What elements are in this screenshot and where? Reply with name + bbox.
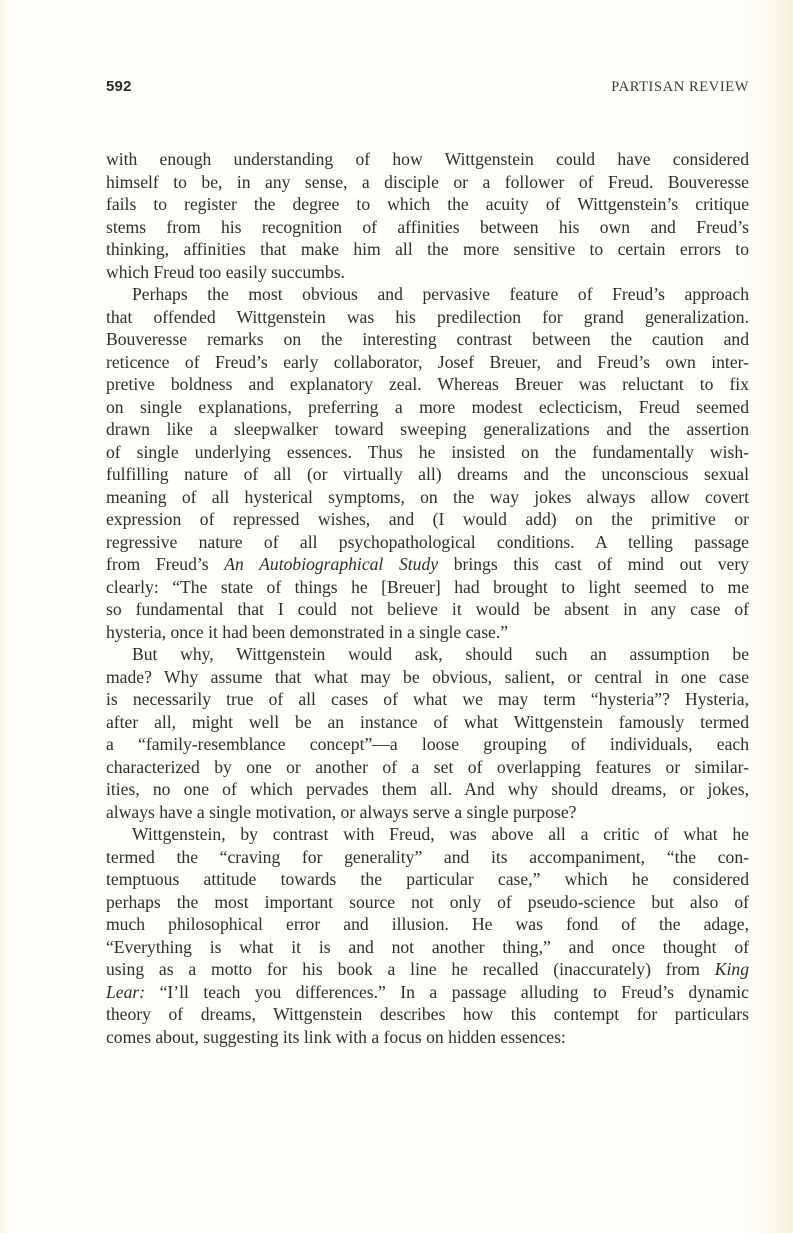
text-line: fails to register the degree to which the acuity of Wittgenstein’s critique (106, 194, 749, 214)
text-line: expression of repressed wishes, and (I would add) on the primitive or (106, 509, 749, 529)
text-fragment: using as a motto for his book a line he recalled (inaccurately) from (106, 959, 715, 979)
text-line: so fundamental that I could not believe it would be absent in any case of (106, 599, 749, 619)
text-line: ities, no one of which pervades them all. And why should dreams, or jokes, (106, 779, 749, 799)
text-line: Bouveresse remarks on the interesting contrast between the caution and (106, 329, 749, 349)
paragraph (106, 823, 749, 1048)
text-line: drawn like a sleepwalker toward sweeping generalizations and the assertion (106, 419, 749, 439)
text-line: comes about, suggesting its link with a focus on hidden essences: (106, 1026, 566, 1047)
text-line-with-title (106, 981, 749, 1004)
text-line-with-title (106, 958, 749, 981)
text-line: stems from his recognition of affinities between his own and Freud’s (106, 216, 749, 237)
text-line: is necessarily true of all cases of what we may term “hysteria”? Hysteria, (106, 689, 749, 709)
text-line: made? Why assume that what may be obvious, salient, or central in one case (106, 666, 749, 687)
text-line: regressive nature of all psychopathological conditions. A telling passage (106, 531, 749, 552)
text-line: of single underlying essences. Thus he insisted on the fundamentally wish- (106, 441, 749, 462)
text-line: thinking, affinities that make him all the more sensitive to certain errors to (106, 239, 749, 259)
text-line: Perhaps the most obvious and pervasive feature of Freud’s approach (132, 284, 749, 304)
running-head (106, 78, 749, 102)
text-line: after all, might well be an instance of what Wittgenstein famously termed (106, 711, 749, 732)
text-fragment: from Freud’s (106, 554, 225, 574)
text-fragment: “I’ll teach you differences.” In a passage alluding to Freud’s dynamic (145, 981, 749, 1002)
play-title: Lear: (106, 981, 146, 1002)
book-title: An Autobiographical Study (224, 554, 439, 574)
text-line: which Freud too easily succumbs. (106, 261, 345, 282)
text-line: a “family-resemblance concept”—a loose grouping of individuals, each (106, 734, 749, 754)
body-text (106, 148, 749, 1048)
text-line: pretive boldness and explanatory zeal. Whereas Breuer was reluctant to fix (106, 374, 749, 394)
paragraph (106, 643, 749, 823)
text-line-with-title (106, 553, 749, 576)
play-title: King (714, 959, 749, 979)
text-line: meaning of all hysterical symptoms, on the way jokes always allow covert (106, 486, 749, 507)
journal-title: PARTISAN REVIEW (611, 79, 749, 95)
text-line: with enough understanding of how Wittgenstein could have considered (106, 149, 749, 169)
text-line: clearly: “The state of things he [Breuer] had brought to light seemed to me (106, 576, 749, 597)
text-line: reticence of Freud’s early collaborator, Josef Breuer, and Freud’s own inter- (106, 351, 749, 372)
text-fragment: brings this cast of mind out very (438, 554, 749, 574)
text-line: on single explanations, preferring a more modest eclecticism, Freud seemed (106, 396, 749, 417)
text-line: temptuous attitude towards the particular case,” which he considered (106, 869, 749, 889)
text-line: that offended Wittgenstein was his predilection for grand generalization. (106, 306, 749, 327)
text-line: fulfilling nature of all (or virtually all) dreams and the unconscious sexual (106, 464, 749, 484)
text-line: much philosophical error and illusion. He was fond of the adage, (106, 914, 749, 934)
text-line: theory of dreams, Wittgenstein describes how this contempt for particulars (106, 1004, 749, 1024)
text-line: But why, Wittgenstein would ask, should such an assumption be (132, 644, 749, 664)
text-line: always have a single motivation, or always serve a single purpose? (106, 801, 577, 822)
text-line: characterized by one or another of a set of overlapping features or similar- (106, 756, 749, 777)
text-line: termed the “craving for generality” and its accompaniment, “the con- (106, 846, 749, 867)
text-line: “Everything is what it is and not another thing,” and once thought of (106, 936, 749, 957)
text-line: perhaps the most important source not only of pseudo-science but also of (106, 891, 749, 912)
text-line: Wittgenstein, by contrast with Freud, was above all a critic of what he (132, 824, 749, 844)
text-line: himself to be, in any sense, a disciple or a follower of Freud. Bouveresse (106, 171, 749, 192)
paragraph (106, 148, 749, 283)
page-number: 592 (106, 78, 132, 95)
text-line: hysteria, once it had been demonstrated in a single case.” (106, 621, 509, 642)
paragraph (106, 283, 749, 643)
